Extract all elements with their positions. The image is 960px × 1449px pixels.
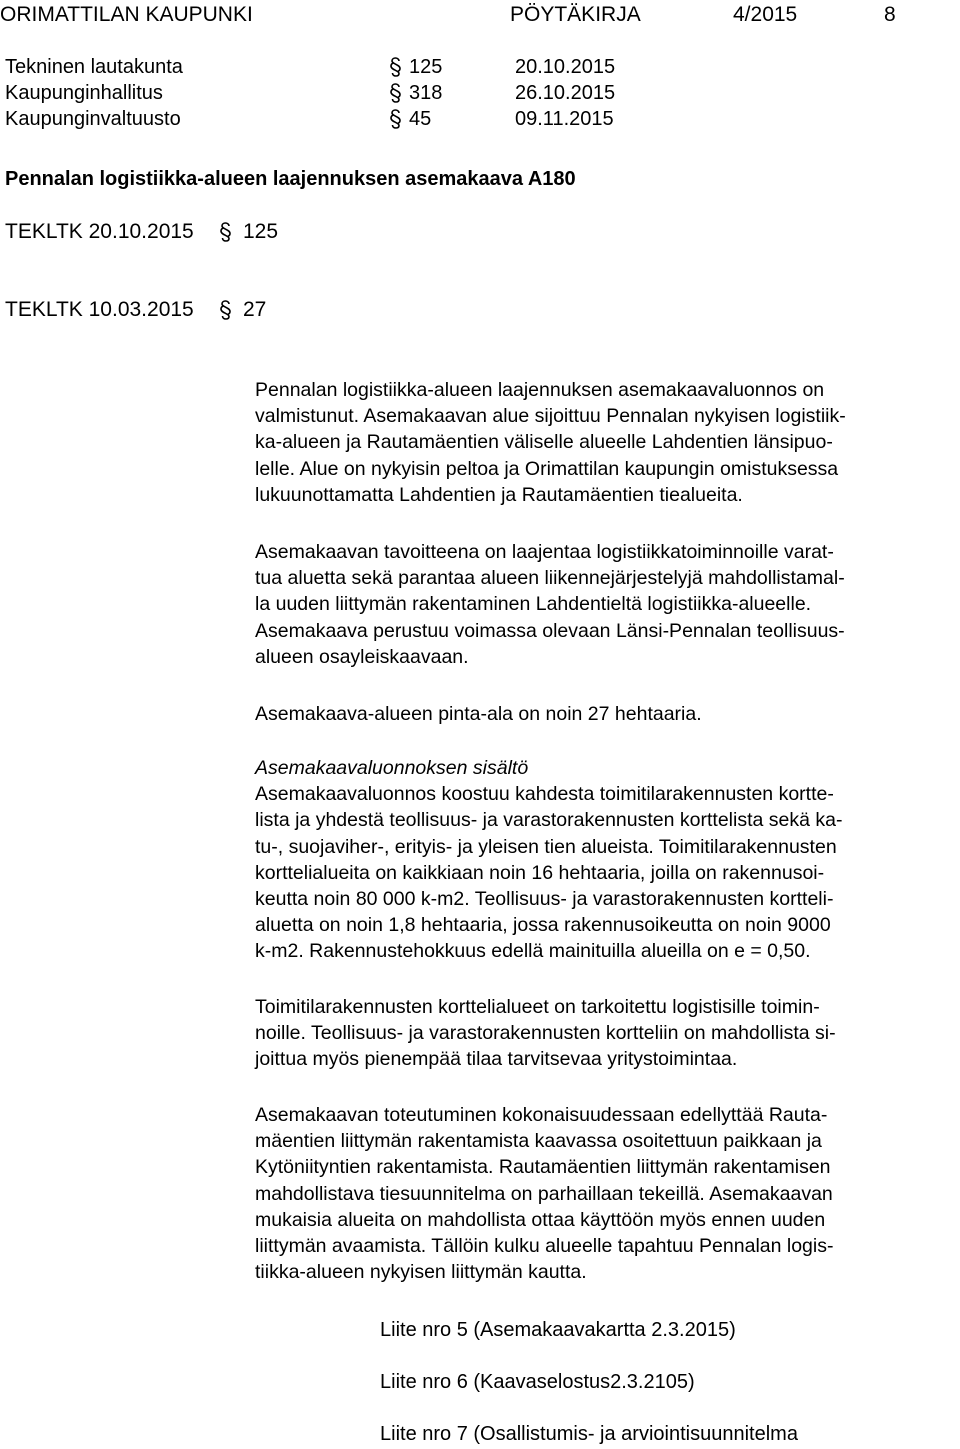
section-sign-icon	[388, 83, 404, 103]
text-line: korttelialueita on kaikkiaan noin 16 hehtaaria, joilla on rakennusoi-	[255, 861, 825, 884]
reference-org: Kaupunginvaltuusto	[5, 108, 181, 130]
text-line: Asemakaavaluonnos koostuu kahdesta toimitilarakennusten kortte-	[255, 783, 834, 806]
text-line: liittymän avaamista. Tällöin kulku alueelle tapahtuu Pennalan logis-	[255, 1234, 834, 1257]
text-line: lukuunottamatta Lahdentien ja Rautamäentien tiealueita.	[255, 483, 743, 506]
reference-date: 26.10.2015	[515, 82, 616, 104]
text-line: mahdollistava tiesuunnitelma on parhaillaan tekeillä. Asemakaavan	[255, 1182, 833, 1205]
text-line: mäentien liittymän rakentamista kaavassa osoitettuun paikkaan ja	[255, 1130, 822, 1153]
paragraph-contents	[255, 755, 955, 965]
decision-reference	[5, 297, 405, 323]
text-line: tiikka-alueen nykyisen liittymän kautta.	[255, 1261, 587, 1284]
reference-number: 318	[409, 82, 443, 104]
text-line: keutta noin 80 000 k-m2. Teollisuus- ja varastorakennusten kortteli-	[255, 887, 834, 910]
text-line: Asemakaava-alueen pinta-ala on noin 27 hehtaaria.	[255, 703, 702, 725]
text-line: ka-alueen ja Rautamäentien väliselle alueelle Lahdentien länsipuo-	[255, 431, 833, 454]
document-title: Pennalan logistiikka-alueen laajennuksen asemakaava A180	[5, 168, 576, 190]
paragraph-objectives	[255, 539, 955, 670]
section-subheading: Asemakaavaluonnoksen sisältö	[255, 757, 529, 779]
text-line: Toimitilarakennusten korttelialueet on tarkoitettu logistisille toimin-	[255, 996, 820, 1018]
reference-number: 125	[409, 56, 443, 78]
decision-label: TEKLTK 10.03.2015	[5, 298, 194, 321]
reference-date: 20.10.2015	[515, 56, 616, 78]
text-line: valmistunut. Asemakaavan alue sijoittuu Pennalan nykyisen logistiik-	[255, 405, 846, 428]
paragraph-usage	[255, 994, 955, 1073]
text-line: tua aluetta sekä parantaa alueen liikennejärjestelyjä mahdollistamal-	[255, 567, 845, 590]
decision-reference	[5, 219, 405, 245]
text-line: Asemakaavan tavoitteena on laajentaa logistiikkatoiminnoille varat-	[255, 541, 834, 563]
attachment-item: Liite nro 6 (Kaavaselostus2.3.2105)	[380, 1371, 695, 1393]
decision-number: 27	[243, 298, 267, 321]
reference-number: 45	[409, 108, 432, 130]
section-sign-icon	[218, 300, 234, 320]
section-sign-icon	[388, 57, 404, 77]
paragraph-intro	[255, 377, 955, 508]
section-sign-icon	[218, 222, 234, 242]
decision-label: TEKLTK 20.10.2015	[5, 220, 194, 243]
reference-row	[5, 54, 705, 80]
text-line: lelle. Alue on nykyisin peltoa ja Orimattilan kaupungin omistuksessa	[255, 457, 839, 480]
organization-name: ORIMATTILAN KAUPUNKI	[0, 3, 253, 26]
text-line: Pennalan logistiikka-alueen laajennuksen asemakaavaluonnos on	[255, 379, 825, 401]
document-number: 4/2015	[733, 3, 798, 26]
text-line: alueen osayleiskaavaan.	[255, 645, 469, 668]
reference-row	[5, 80, 705, 106]
section-sign-icon	[388, 109, 404, 129]
attachment-item: Liite nro 5 (Asemakaavakartta 2.3.2015)	[380, 1319, 736, 1341]
document-type: PÖYTÄKIRJA	[510, 3, 641, 26]
reference-org: Tekninen lautakunta	[5, 56, 183, 78]
text-line: Kytöniityntien rakentamista. Rautamäentien liittymän rakentamisen	[255, 1156, 831, 1179]
text-line: k-m2. Rakennustehokkuus edellä mainituilla alueilla on e = 0,50.	[255, 940, 811, 963]
text-line: tu-, suojaviher-, erityis- ja yleisen tien alueista. Toimitilarakennusten	[255, 835, 837, 858]
attachment-item: Liite nro 7 (Osallistumis- ja arviointisuunnitelma	[380, 1423, 798, 1445]
text-line: joittua myös pienempää tilaa tarvitsevaa yritystoimintaa.	[255, 1048, 738, 1071]
text-line: Asemakaavan toteutuminen kokonaisuudessaan edellyttää Rauta-	[255, 1104, 828, 1126]
page-number: 8	[884, 3, 896, 26]
paragraph-area	[255, 701, 955, 727]
text-line: lista ja yhdestä teollisuus- ja varastorakennusten korttelista sekä ka-	[255, 809, 843, 832]
text-line: mukaisia alueita on mahdollista ottaa käyttöön myös ennen uuden	[255, 1208, 826, 1231]
decision-number: 125	[243, 220, 279, 243]
reference-row	[5, 106, 705, 132]
text-line: noille. Teollisuus- ja varastorakennusten kortteliin on mahdollista si-	[255, 1022, 836, 1045]
paragraph-implementation	[255, 1102, 955, 1285]
reference-date: 09.11.2015	[515, 108, 614, 130]
text-line: la uuden liittymän rakentaminen Lahdentieltä logistiikka-alueelle.	[255, 593, 812, 616]
text-line: Asemakaava perustuu voimassa olevaan Länsi-Pennalan teollisuus-	[255, 619, 845, 642]
text-line: aluetta on noin 1,8 hehtaaria, jossa rakennusoikeutta on noin 9000	[255, 914, 831, 937]
reference-org: Kaupunginhallitus	[5, 82, 163, 104]
